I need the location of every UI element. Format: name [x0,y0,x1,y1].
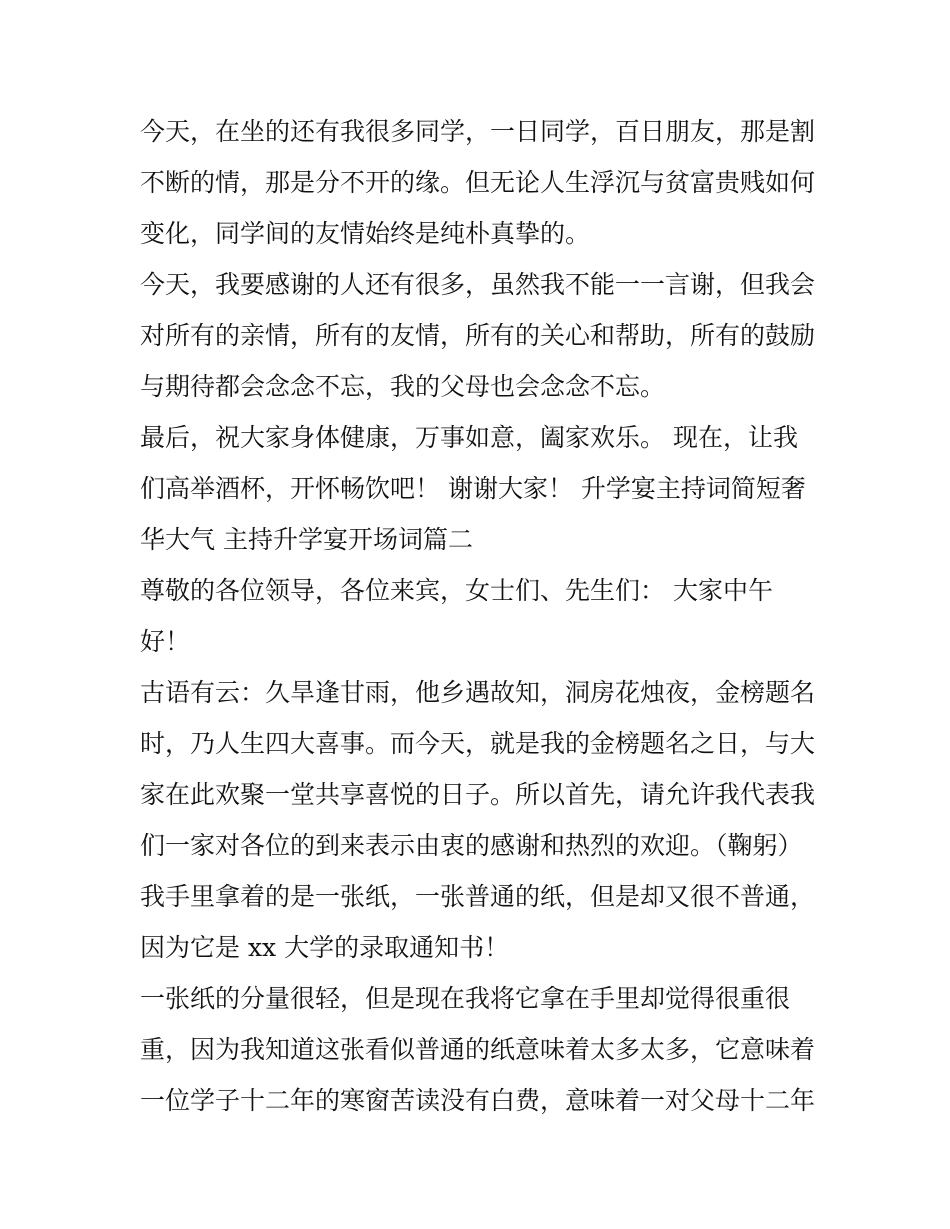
text-line: 不断的情，那是分不开的缘。但无论人生浮沉与贫富贵贱如何 [140,168,816,197]
body-text [140,106,830,1126]
text-line: 们一家对各位的到来表示由衷的感谢和热烈的欢迎。（鞠躬） [140,831,803,860]
text-line: 最后，祝大家身体健康，万事如意，阖家欢乐。 现在，让我 [140,423,798,452]
text-line: 今天，我要感谢的人还有很多，虽然我不能一一言谢，但我会 [140,270,816,299]
text-line: 们高举酒杯，开怀畅饮吧！ 谢谢大家！ 升学宴主持词简短奢 [140,474,806,503]
text-line: 古语有云：久旱逢甘雨，他乡遇故知，洞房花烛夜，金榜题名 [140,678,816,707]
text-line: 变化，同学间的友情始终是纯朴真挚的。 [140,219,591,248]
text-line: 重，因为我知道这张看似普通的纸意味着太多太多，它意味着 [140,1035,816,1064]
text-line: 因为它是 xx 大学的录取通知书！ [140,933,510,962]
text-line: 今天，在坐的还有我很多同学，一日同学，百日朋友，那是割 [140,117,816,146]
text-line: 一张纸的分量很轻，但是现在我将它拿在手里却觉得很重很 [140,984,791,1013]
text-line: 时，乃人生四大喜事。而今天，就是我的金榜题名之日，与大 [140,729,816,758]
text-line: 一位学子十二年的寒窗苦读没有白费，意味着一对父母十二年 [140,1086,816,1115]
text-line: 家在此欢聚一堂共享喜悦的日子。所以首先，请允许我代表我 [140,780,816,809]
text-line: 与期待都会念念不忘，我的父母也会念念不忘。 [140,372,666,401]
text-line: 尊敬的各位领导，各位来宾，女士们、先生们： 大家中午 [140,576,773,605]
text-line: 我手里拿着的是一张纸，一张普通的纸，但是却又很不普通， [140,882,816,911]
text-line: 好！ [140,627,191,656]
text-line: 华大气 主持升学宴开场词篇二 [140,525,473,554]
text-line: 对所有的亲情，所有的友情，所有的关心和帮助，所有的鼓励 [140,321,816,350]
